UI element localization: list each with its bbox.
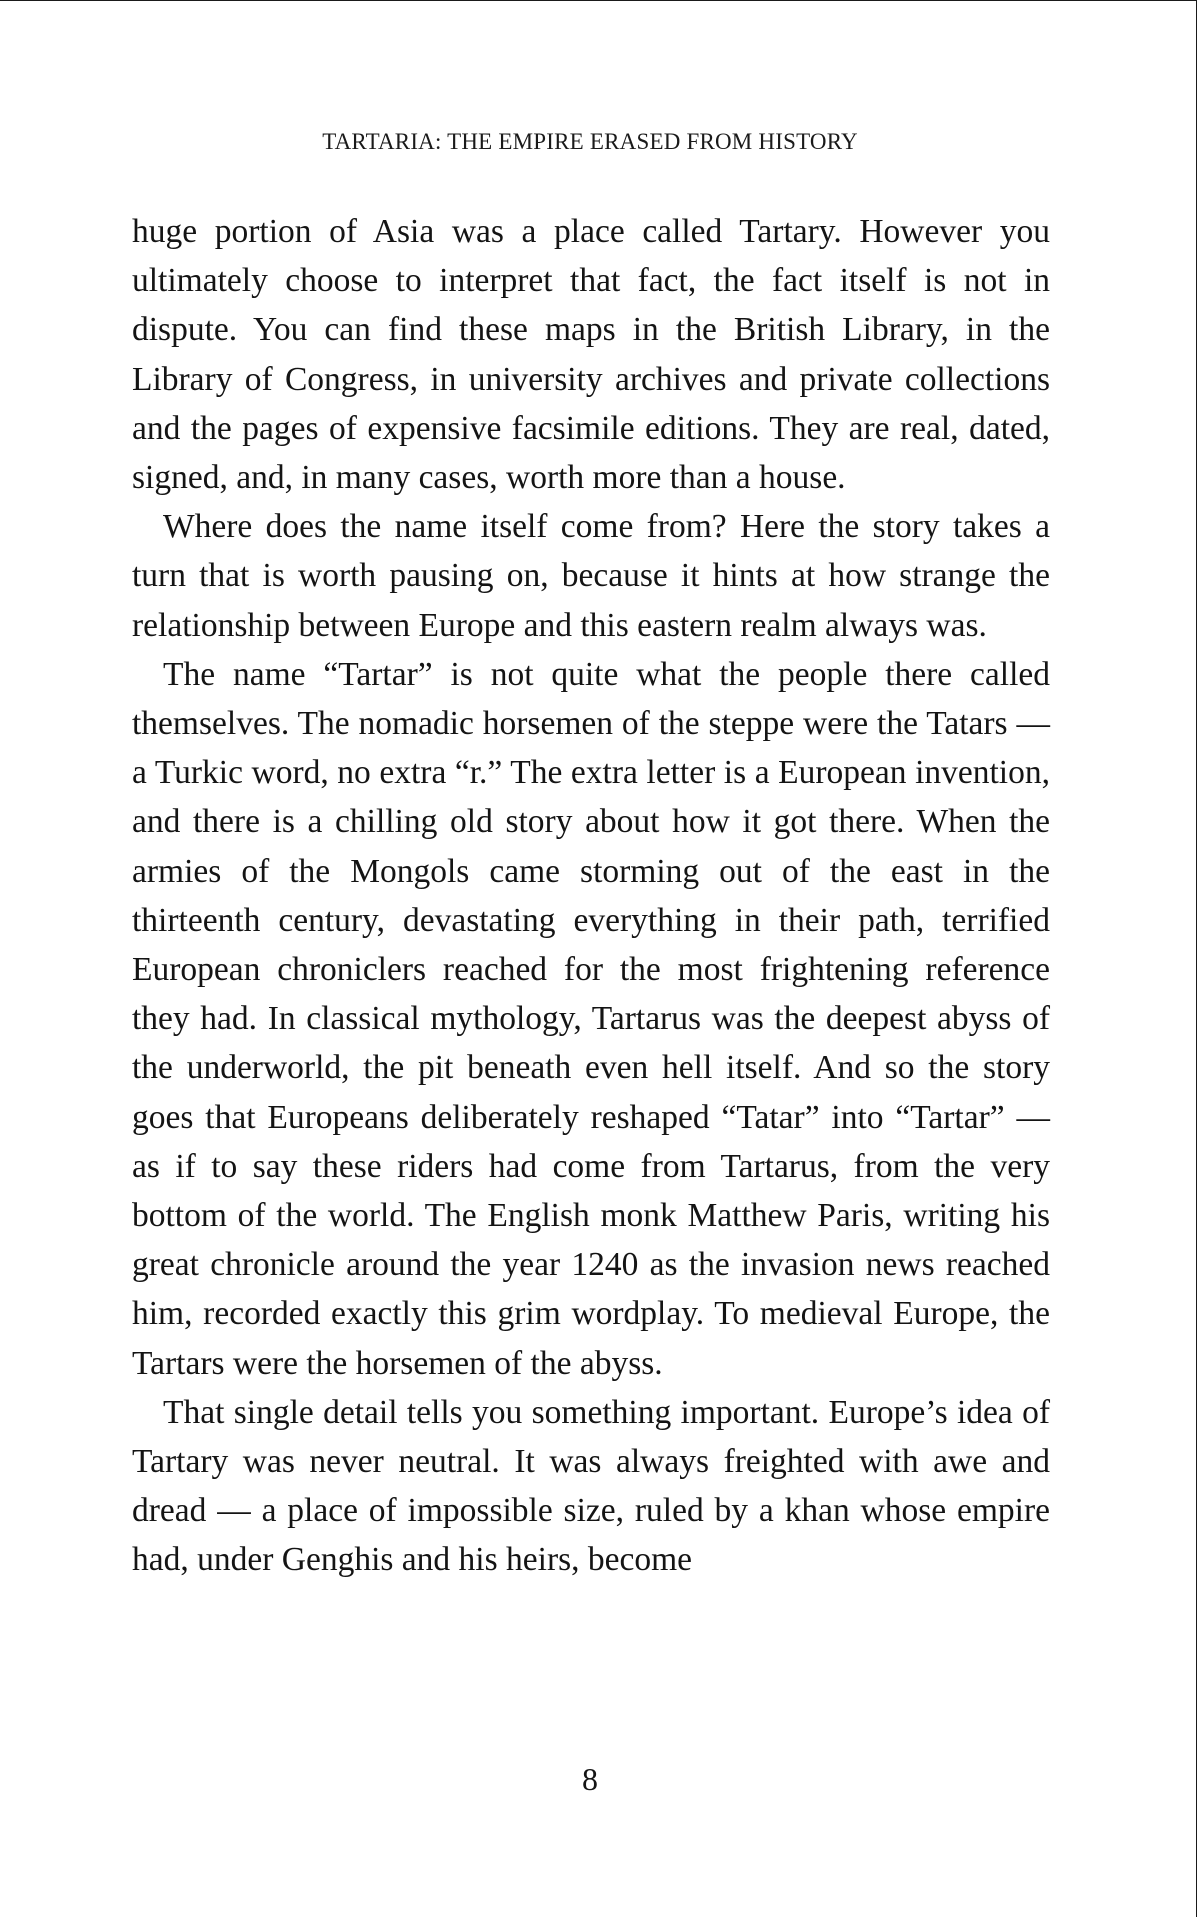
running-head: TARTARIA: THE EMPIRE ERASED FROM HISTORY [322, 129, 858, 154]
paragraph-name-origin: Where does the name itself come from? Here the story takes a turn that is worth pausing on, because it hints at how strange the relationship between Europe and this eastern realm always was. [132, 508, 1050, 644]
page-number: 8 [582, 1761, 598, 1797]
body-text [132, 207, 1050, 1585]
paragraph-continuation: huge portion of Asia was a place called Tartary. However you ultimately choose to interpret that fact, the fact itself is not in dispute. You can find these maps in the British Library, in the Library of Congress, in university archives and private collections and the pages of expensive facsimile editions. They are real, dated, signed, and, in many cases, worth more than a house. [132, 213, 1050, 497]
paragraph-tartar-etymology: The name “Tartar” is not quite what the people there called themselves. The nomadic horsemen of the steppe were the Tatars — a Turkic word, no extra “r.” The extra letter is a European invention, and there is a chilling old story about how it got there. When the armies of the Mongols came storming out of the east in the thirteenth century, devastating everything in their path, terrified European chroniclers reached for the most frightening reference they had. In classical mythology, Tartarus was the deepest abyss of the underworld, the pit beneath even hell itself. And so the story goes that Europeans deliberately reshaped “Tatar” into “Tartar” — as if to say these riders had come from Tartarus, from the very bottom of the world. The English monk Matthew Paris, writing his great chronicle around the year 1240 as the invasion news reached him, recorded exactly this grim wordplay. To medieval Europe, the Tartars were the horsemen of the abyss. [132, 655, 1050, 1382]
paragraph-europe-idea: That single detail tells you something important. Europe’s idea of Tartary was never neutral. It was always freighted with awe and dread — a place of impossible size, ruled by a khan whose empire had, under Genghis and his heirs, become [132, 1393, 1050, 1579]
